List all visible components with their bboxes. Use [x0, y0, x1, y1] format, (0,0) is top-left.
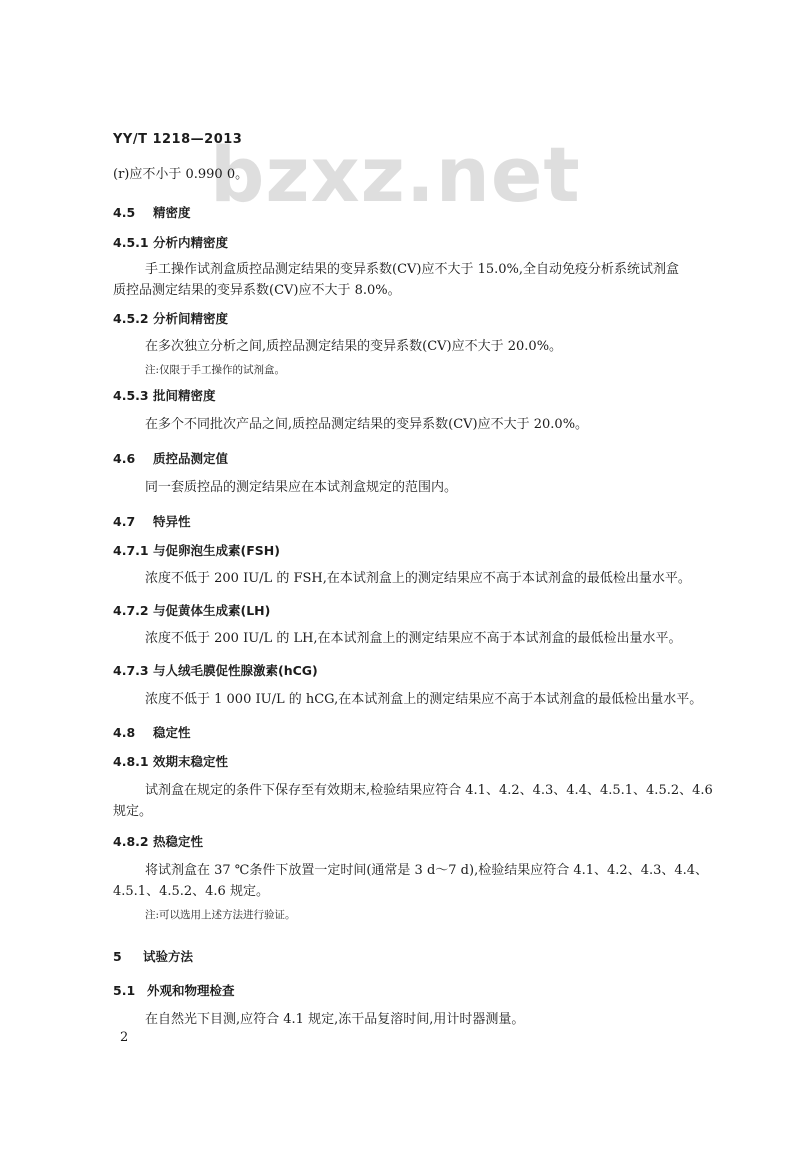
note-line: 注:仅限于手工操作的试剂盒。 [145, 364, 286, 376]
section-heading-5-1: 5.1 外观和物理检查 [113, 983, 235, 998]
section-heading-4-5: 4.5 精密度 [113, 205, 191, 220]
section-heading-4-5-3: 4.5.3 批间精密度 [113, 388, 216, 403]
section-heading-4-8-1: 4.8.1 效期末稳定性 [113, 754, 229, 769]
section-heading-4-6: 4.6 质控品测定值 [113, 451, 229, 466]
paragraph-line: 浓度不低于 1 000 IU/L 的 hCG,在本试剂盒上的测定结果应不高于本试剂盒的最低检出量水平。 [145, 692, 703, 707]
paragraph-line: 在多次独立分析之间,质控品测定结果的变异系数(CV)应不大于 20.0%。 [145, 339, 563, 354]
paragraph-line: 浓度不低于 200 IU/L 的 FSH,在本试剂盒上的测定结果应不高于本试剂盒的最低检出量水平。 [145, 571, 691, 586]
paragraph-line: 试剂盒在规定的条件下保存至有效期末,检验结果应符合 4.1、4.2、4.3、4.4、4.5.1、4.5.2、4.6 [145, 783, 713, 798]
section-heading-4-5-1: 4.5.1 分析内精密度 [113, 235, 229, 250]
section-heading-4-8-2: 4.8.2 热稳定性 [113, 834, 204, 849]
watermark: bzxz.net [210, 130, 581, 219]
section-heading-4-5-2: 4.5.2 分析间精密度 [113, 311, 229, 326]
paragraph-line: 规定。 [113, 804, 153, 819]
section-heading-4-7-2: 4.7.2 与促黄体生成素(LH) [113, 603, 271, 618]
paragraph-line: 质控品测定结果的变异系数(CV)应不大于 8.0%。 [113, 283, 401, 298]
paragraph-line: 同一套质控品的测定结果应在本试剂盒规定的范围内。 [145, 480, 458, 495]
paragraph-line: 将试剂盒在 37 ℃条件下放置一定时间(通常是 3 d～7 d),检验结果应符合 4.1、4.2、4.3、4.4、 [145, 863, 709, 878]
paragraph-line: 浓度不低于 200 IU/L 的 LH,在本试剂盒上的测定结果应不高于本试剂盒的最低检出量水平。 [145, 631, 682, 646]
section-heading-5: 5 试验方法 [113, 949, 194, 964]
paragraph-line: (r)应不小于 0.990 0。 [113, 167, 249, 182]
paragraph-line: 在多个不同批次产品之间,质控品测定结果的变异系数(CV)应不大于 20.0%。 [145, 417, 589, 432]
page-number: 2 [120, 1030, 129, 1045]
section-heading-4-7: 4.7 特异性 [113, 514, 191, 529]
paragraph-line: 手工操作试剂盒质控品测定结果的变异系数(CV)应不大于 15.0%,全自动免疫分析系统试剂盒 [145, 262, 680, 277]
section-heading-4-7-3: 4.7.3 与人绒毛膜促性腺激素(hCG) [113, 663, 318, 678]
paragraph-line: 4.5.1、4.5.2、4.6 规定。 [113, 884, 269, 899]
paragraph-line: 在自然光下目测,应符合 4.1 规定,冻干品复溶时间,用计时器测量。 [145, 1012, 525, 1027]
section-heading-4-7-1: 4.7.1 与促卵泡生成素(FSH) [113, 543, 280, 558]
note-line: 注:可以选用上述方法进行验证。 [145, 909, 296, 921]
standard-number-header: YY/T 1218—2013 [113, 132, 243, 147]
section-heading-4-8: 4.8 稳定性 [113, 725, 191, 740]
